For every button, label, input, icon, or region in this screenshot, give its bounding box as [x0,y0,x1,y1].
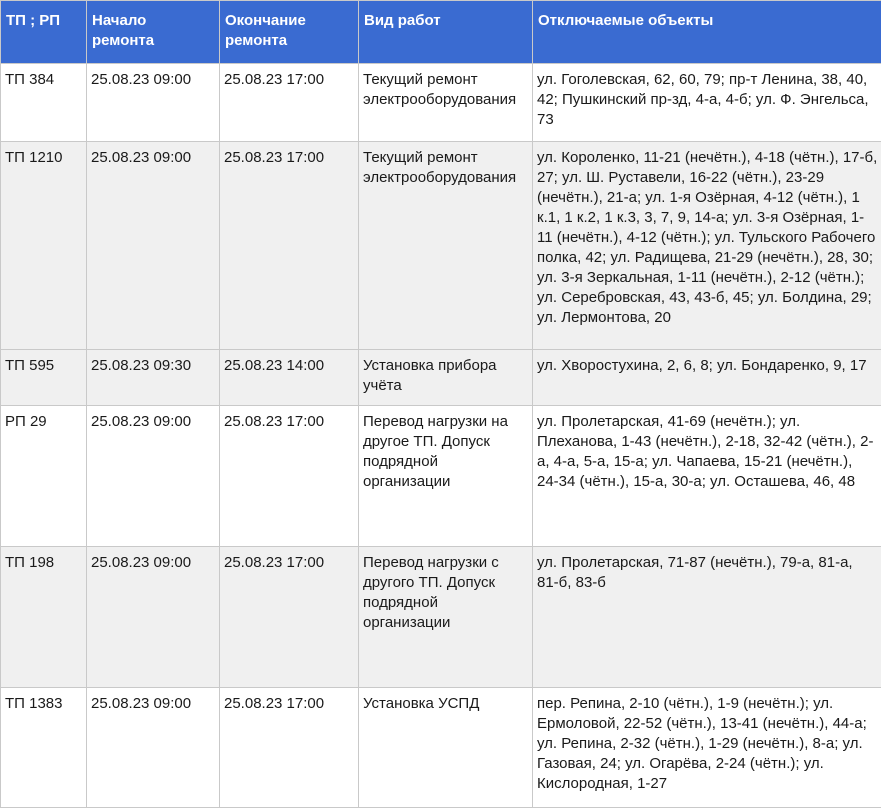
cell-objects: ул. Гоголевская, 62, 60, 79; пр-т Ленина, 38, 40, 42; Пушкинский пр-зд, 4-а, 4-б; ул. Ф. Энгельса, 73 [533,64,881,142]
cell-station: ТП 198 [1,547,87,688]
cell-work-type: Установка УСПД [359,688,533,808]
cell-start: 25.08.23 09:00 [87,406,220,547]
cell-end: 25.08.23 17:00 [220,406,359,547]
cell-objects: ул. Пролетарская, 71-87 (нечётн.), 79-а, 81-а, 81-б, 83-б [533,547,881,688]
cell-station: ТП 595 [1,350,87,406]
cell-end: 25.08.23 17:00 [220,64,359,142]
header-station: ТП ; РП [1,1,87,64]
cell-work-type: Перевод нагрузки на другое ТП. Допуск подрядной организации [359,406,533,547]
cell-end: 25.08.23 17:00 [220,688,359,808]
cell-start: 25.08.23 09:00 [87,688,220,808]
cell-start: 25.08.23 09:00 [87,142,220,350]
header-end: Окончание ремонта [220,1,359,64]
cell-station: ТП 1210 [1,142,87,350]
cell-end: 25.08.23 14:00 [220,350,359,406]
cell-work-type: Перевод нагрузки с другого ТП. Допуск подрядной организации [359,547,533,688]
cell-work-type: Установка прибора учёта [359,350,533,406]
cell-start: 25.08.23 09:30 [87,350,220,406]
table-row [1,350,881,406]
cell-station: РП 29 [1,406,87,547]
cell-objects: ул. Короленко, 11-21 (нечётн.), 4-18 (чётн.), 17-б, 27; ул. Ш. Руставели, 16-22 (чётн.), 23-29 (нечётн.), 21-а; ул. 1-я Озёрная, 4-12 (чётн.), 1 к.1, 1 к.2, 1 к.3, 3, 7, 9, 14-а; ул. 3-я Озёрная, 1-11 (нечётн.), 4-12 (чётн.); ул. Тульского Рабочего полка, 42; ул. Радищева, 21-29 (нечётн.), 28, 30; ул. 3-я Зеркальная, 1-11 (нечётн.), 2-12 (чётн.); ул. Серебровская, 43, 43-б, 45; ул. Болдина, 29; ул. Лермонтова, 20 [533,142,881,350]
table-row [1,406,881,547]
cell-work-type: Текущий ремонт электрооборудования [359,64,533,142]
cell-objects: ул. Хворостухина, 2, 6, 8; ул. Бондаренко, 9, 17 [533,350,881,406]
cell-start: 25.08.23 09:00 [87,547,220,688]
cell-objects: ул. Пролетарская, 41-69 (нечётн.); ул. Плеханова, 1-43 (нечётн.), 2-18, 32-42 (чётн.), 2-а, 4-а, 5-а, 15-а; ул. Чапаева, 15-21 (нечётн.), 24-34 (чётн.), 15-а, 30-а; ул. Осташева, 46, 48 [533,406,881,547]
table-row [1,547,881,688]
cell-station: ТП 1383 [1,688,87,808]
cell-station: ТП 384 [1,64,87,142]
cell-end: 25.08.23 17:00 [220,142,359,350]
cell-end: 25.08.23 17:00 [220,547,359,688]
cell-work-type: Текущий ремонт электрооборудования [359,142,533,350]
cell-objects: пер. Репина, 2-10 (чётн.), 1-9 (нечётн.); ул. Ермоловой, 22-52 (чётн.), 13-41 (нечётн.), 44-а; ул. Репина, 2-32 (чётн.), 1-29 (нечётн.), 8-а; ул. Газовая, 24; ул. Огарёва, 2-24 (чётн.); ул. Кислородная, 1-27 [533,688,881,808]
table-row [1,688,881,808]
table-header-row [1,1,881,64]
table-row [1,64,881,142]
header-work-type: Вид работ [359,1,533,64]
header-start: Начало ремонта [87,1,220,64]
table-row [1,142,881,350]
header-objects: Отключаемые объекты [533,1,881,64]
cell-start: 25.08.23 09:00 [87,64,220,142]
